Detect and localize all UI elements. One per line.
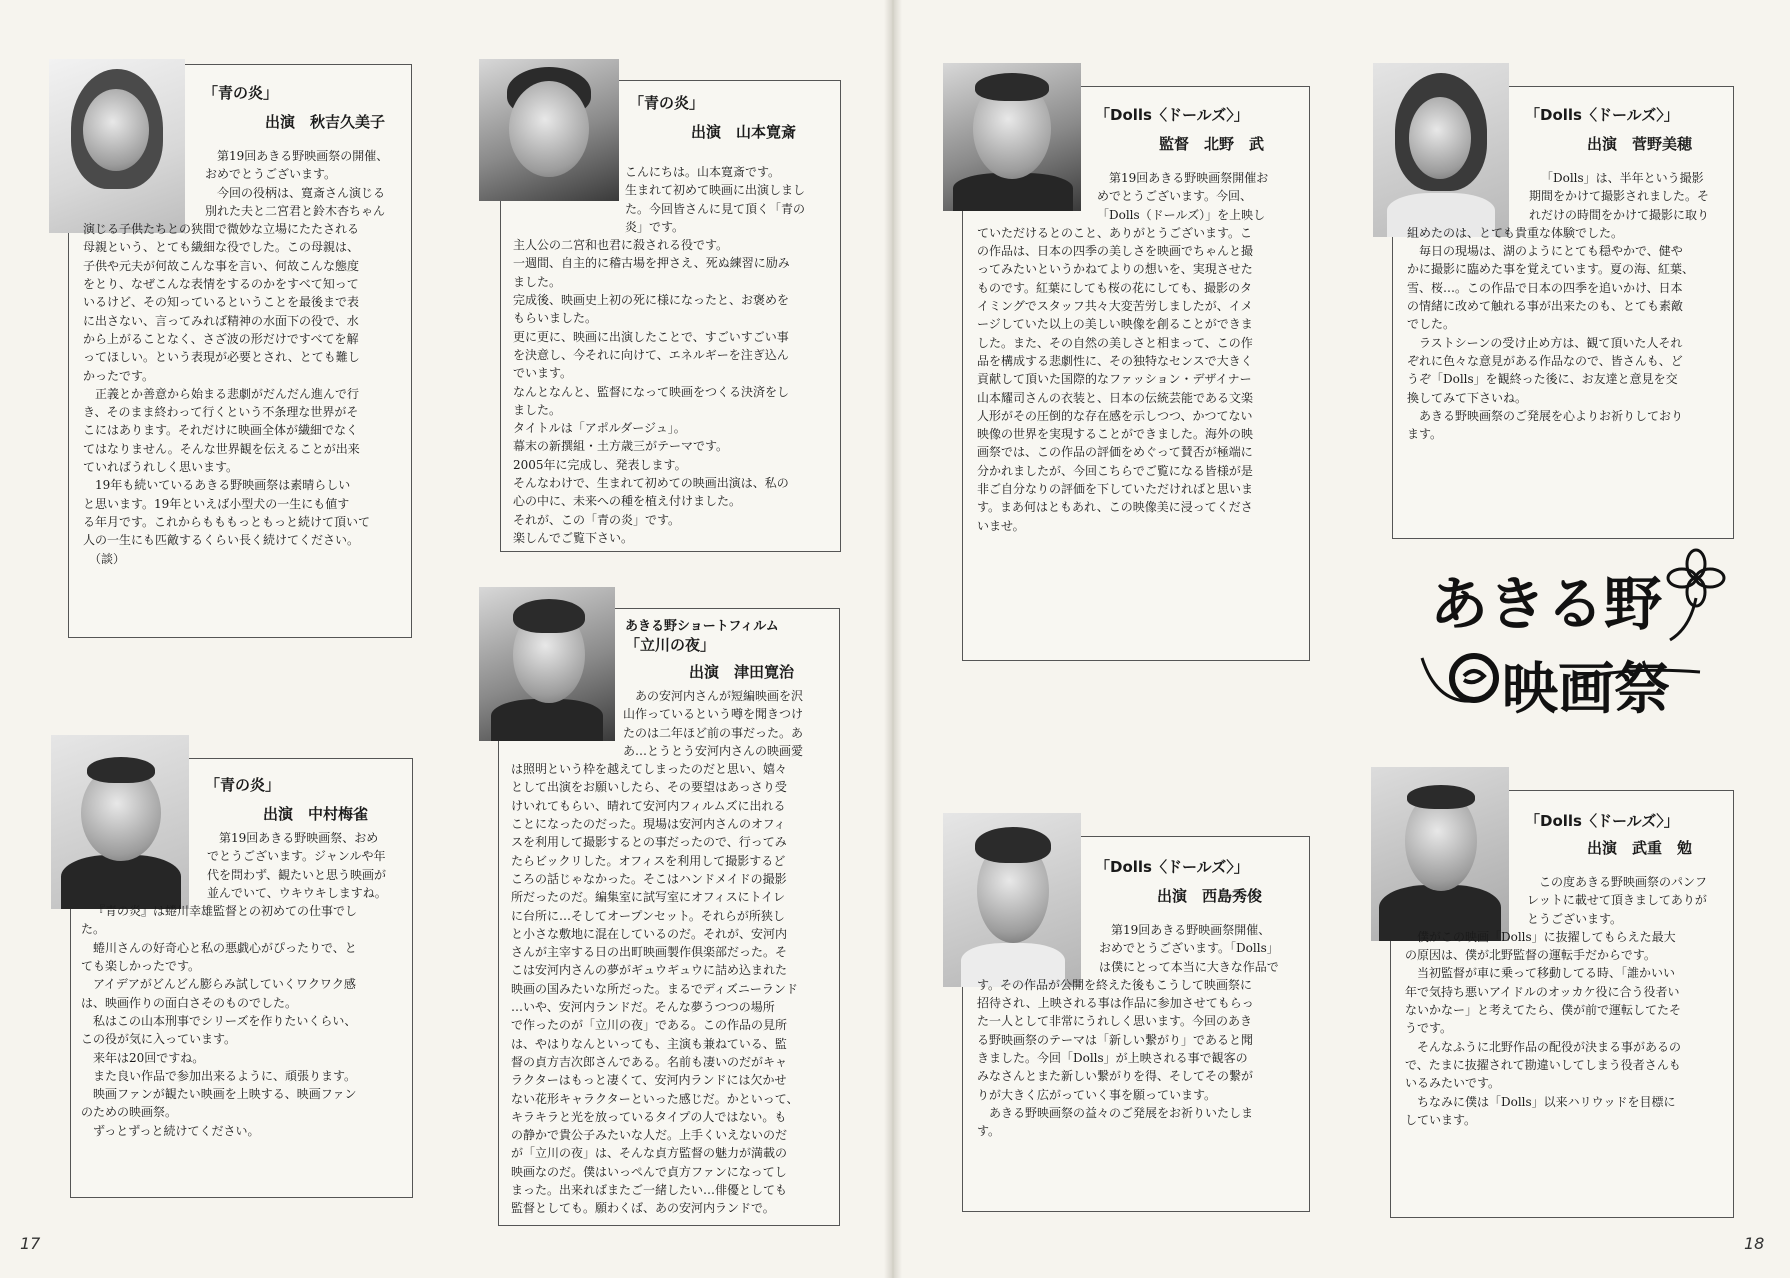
- body-line: 第19回あきる野映画祭開催お: [1109, 171, 1269, 185]
- body-line: それが、この「青の炎」です。: [513, 512, 681, 527]
- body-line: また良い作品で参加出来るように、頑張ります。: [93, 1068, 357, 1083]
- article-yamamoto: [500, 80, 841, 552]
- body-line: 生まれて初めて映画に出演しまし: [625, 183, 806, 198]
- body-line: 炎」です。: [625, 219, 685, 234]
- body-line: 「Dolls（ドールズ）」を上映し: [1097, 207, 1266, 222]
- body-line: す。まあ何はともあれ、この映像美に浸ってくださ: [977, 500, 1253, 515]
- body-line: 母親という、とても繊細な役でした。この母親は、: [83, 240, 360, 255]
- body-line: 映画の国みたいな所だった。まるでディズニーランド: [511, 981, 798, 996]
- body-line: おめでとうございます。「Dolls」: [1099, 941, 1279, 956]
- body-line: 人形がその圧倒的な存在感を示しつつ、かつてない: [977, 408, 1253, 423]
- body-line: こにはあります。それだけに映画全体が繊細でなく: [83, 423, 359, 438]
- body-line: の情緒に改めて触れる事が出来たのも、とても素敵: [1407, 299, 1684, 314]
- body-line: アイデアがどんどん膨らみ試していくワクワク感: [93, 977, 356, 992]
- body-line: なんとなんと、監督になって映画をつくる決済をし: [513, 384, 790, 399]
- body-line: 2005年に完成し、発表します。: [513, 457, 687, 472]
- body-line: 完成後、映画史上初の死に様になったと、お褒めを: [513, 293, 790, 308]
- body-line: で、たまに抜擢されて勘違いしてしまう役者さんも: [1405, 1057, 1681, 1072]
- body-line: この度あきる野映画祭のパンフ: [1539, 875, 1708, 889]
- body-line: あきる野映画祭のご発展を心よりお祈りしており: [1419, 408, 1684, 423]
- body-line: 山作っているという噂を聞きつけ: [623, 707, 804, 722]
- article-body: [977, 921, 1303, 1141]
- body-line: こんにちは。山本寛斎です。: [625, 165, 781, 179]
- body-line: 僕がこの映画「Dolls」に抜擢してもらえた最大: [1417, 929, 1676, 944]
- body-line: す。その作品が公開を終えた後もこうして映画祭に: [977, 977, 1253, 992]
- body-line: は、映画作りの面白さそのものでした。: [81, 995, 298, 1010]
- article-body: [511, 687, 831, 1218]
- article-nishijima: [962, 836, 1310, 1212]
- article-title: 「青の炎」: [205, 776, 281, 794]
- body-line: 代を問わず、観たいと思う映画が: [207, 867, 387, 882]
- body-line: 人の一生にも匹敵するくらい長く続けてください。: [83, 533, 360, 548]
- body-line: ない花形キャラクターといった感じだ。かといって、: [511, 1091, 799, 1106]
- body-line: しています。: [1405, 1112, 1477, 1127]
- article-body: [81, 829, 405, 1140]
- body-line: でとうございます。ジャンルや年: [207, 849, 386, 864]
- body-line: 非ご自分なりの評価を下していただければと思いま: [977, 482, 1254, 497]
- festival-logo: [1410, 548, 1750, 728]
- body-line: この役が気に入っています。: [81, 1032, 237, 1047]
- body-line: ラクターはもっと凄くて、安河内ランドには欠かせ: [511, 1073, 787, 1088]
- body-line: 督の貞方吉次郎さんである。名前も凄いのだがキャ: [511, 1054, 788, 1069]
- article-credit: 出演 菅野美穂: [1587, 135, 1693, 153]
- body-line: した。また、その自然の美しさと相まって、この作: [977, 335, 1253, 350]
- body-line: 主人公の二宮和也君に殺される役です。: [513, 238, 729, 253]
- body-line: 一週間、自主的に稽古場を押さえ、死ぬ練習に励み: [513, 256, 790, 271]
- body-line: あ…とうとう安河内さんの映画愛: [623, 743, 804, 758]
- body-line: みなさんとまた新しい繋がりを得、そしてその繋が: [977, 1069, 1254, 1084]
- body-line: 並んでいて、ウキウキしますね。: [207, 885, 387, 900]
- body-line: たのは二年ほど前の事だった。あ: [623, 725, 804, 740]
- body-line: ラストシーンの受け止め方は、観て頂いた人それ: [1419, 335, 1683, 350]
- body-line: ないかなー」と考えてたら、僕が前で運転してたそ: [1405, 1003, 1682, 1018]
- body-line: 蜷川さんの好奇心と私の悪戯心がぴったりで、と: [93, 940, 357, 955]
- body-line: 『青の炎』は蜷川幸雄監督との初めての仕事でし: [93, 904, 358, 919]
- body-line: ころの話じゃなかった。そこはハンドメイドの撮影: [511, 871, 787, 886]
- body-line: る野映画祭のテーマは「新しい繋がり」であると聞: [977, 1032, 1254, 1047]
- body-line: 演じる子供たちとの狭間で微妙な立場にたたされる: [83, 222, 360, 237]
- body-line: うぞ「Dolls」を観終った後に、お友達と意見を交: [1407, 372, 1678, 387]
- body-line: いるみたいです。: [1405, 1076, 1501, 1091]
- page-number-left: 17: [20, 1234, 41, 1253]
- body-line: 第19回あきる野映画祭の開催、: [217, 149, 389, 163]
- body-line: 雪、桜…。この作品で日本の四季を追いかけ、日本: [1407, 280, 1683, 295]
- article-credit: 出演 武重 勉: [1587, 839, 1693, 857]
- body-line: こは安河内さんの夢がギュウギュウに詰め込まれた: [511, 963, 788, 978]
- body-line: ことになったのだった。現場は安河内さんのオフィ: [511, 817, 786, 832]
- body-line: ものです。紅葉にしても桜の花にしても、撮影のタ: [977, 280, 1253, 295]
- article-akiyoshi: [68, 64, 412, 638]
- body-line: でいます。: [513, 366, 573, 381]
- article-title: 「青の炎」: [629, 94, 705, 112]
- body-line: 第19回あきる野映画祭開催、: [1111, 923, 1271, 937]
- article-title: 「青の炎」: [203, 84, 279, 102]
- body-line: 第19回あきる野映画祭、おめ: [219, 831, 379, 845]
- body-line: 映画ファンが観たい映画を上映する、映画ファン: [93, 1087, 357, 1102]
- body-line: ていただけるとのこと、ありがとうございます。こ: [977, 225, 1253, 240]
- clover-icon: [1668, 550, 1724, 640]
- body-line: ってみたいというかねてよりの想いを、実現させた: [977, 262, 1253, 277]
- body-line: ても楽しかったです。: [81, 959, 201, 974]
- body-line: る年月です。これからもももっともっと続けて頂いて: [83, 514, 371, 529]
- body-line: 招待され、上映される事は作品に参加させてもらっ: [977, 996, 1254, 1011]
- body-line: 正義とか善意から始まる悲劇がだんだん進んで行: [95, 386, 360, 401]
- body-line: いませ。: [977, 518, 1025, 533]
- body-line: …いや、安河内ランドだ。そんな夢うつつの場所: [511, 1000, 775, 1015]
- article-nakamura: [70, 758, 413, 1198]
- article-body: [83, 147, 405, 568]
- body-line: 楽しんでご覧下さい。: [513, 530, 634, 545]
- body-line: 毎日の現場は、湖のようにとても穏やかで、健や: [1419, 244, 1683, 259]
- article-credit: 出演 津田寛治: [689, 663, 795, 681]
- body-line: そんなわけで、生まれて初めての映画出演は、私の: [513, 476, 789, 491]
- body-line: で作ったのが「立川の夜」である。この作品の見所: [511, 1018, 788, 1033]
- article-title: 「Dolls〈ドールズ〉」: [1095, 106, 1249, 124]
- body-line: あの安河内さんが短編映画を沢: [635, 689, 804, 703]
- body-line: たらビックリした。オフィスを利用して撮影するど: [511, 853, 786, 868]
- body-line: スを利用して撮影するとの事だったので、行ってみ: [511, 835, 787, 850]
- article-tsuda: [498, 608, 840, 1226]
- body-line: が「立川の夜」は、そんな貞方監督の魅力が満載の: [511, 1146, 788, 1161]
- body-line: 分かれましたが、今回こちらでご覧になる皆様が是: [977, 463, 1253, 478]
- article-title: 「Dolls〈ドールズ〉」: [1525, 812, 1679, 830]
- body-line: た一人として非常にうれしく思います。今回のあき: [977, 1014, 1253, 1029]
- body-line: おめでとうございます。: [205, 167, 337, 182]
- body-line: に出さない、言ってみれば精神の水面下の役で、水: [83, 313, 359, 328]
- article-body: [977, 169, 1303, 535]
- body-line: かったです。: [83, 368, 155, 383]
- body-line: ってほしい。という表現が必要とされ、とても難し: [83, 350, 360, 365]
- body-line: 画祭では、この作品の評価をめぐって賛否が極端に: [977, 445, 1253, 460]
- article-kanno: [1392, 86, 1734, 539]
- body-line: 組めたのは、とても貴重な体験でした。: [1407, 225, 1624, 240]
- book-spine: [884, 0, 902, 1278]
- body-line: 期間をかけて撮影されました。そ: [1529, 189, 1710, 204]
- body-line: 別れた夫と二宮君と鈴木杏ちゃん: [205, 203, 386, 218]
- body-line: ちなみに僕は「Dolls」以来ハリウッドを目標に: [1417, 1094, 1676, 1109]
- body-line: と思います。19年といえば小型犬の一生にも値す: [83, 496, 350, 511]
- body-line: きました。今回「Dolls」が上映される事で観客の: [977, 1051, 1248, 1066]
- body-line: ました。: [513, 274, 562, 289]
- body-line: として出演をお願いしたら、その要望はあっさり受: [511, 780, 787, 795]
- body-line: をとり、なぜこんな表情をするのかをすべて知って: [83, 277, 359, 292]
- article-credit: 出演 秋吉久美子: [265, 113, 386, 131]
- body-line: 私はこの山本刑事でシリーズを作りたいくらい、: [93, 1013, 357, 1028]
- festival-logo-art: [1410, 548, 1750, 728]
- body-line: りが大きく広がっていく事を願っています。: [977, 1087, 1217, 1102]
- logo-line2: 映画祭: [1502, 657, 1670, 722]
- body-line: 換してみて下さいね。: [1407, 390, 1528, 405]
- body-line: 更に更に、映画に出演したことで、すごいすごい事: [513, 329, 789, 344]
- body-line: に台所に…そしてオープンセット。それらが所狭し: [511, 908, 785, 923]
- article-kitano: [962, 86, 1310, 661]
- logo-swirl-icon: [1452, 656, 1496, 700]
- body-line: 心の中に、未来への種を植え付けました。: [513, 494, 742, 509]
- body-line: 所だったのだ。編集室に試写室にオフィスにトイレ: [511, 890, 786, 905]
- body-line: は照明という枠を越えてしまったのだと思い、嬉々: [511, 762, 788, 777]
- body-line: き、そのまま終わって行くという不条理な世界がそ: [83, 405, 359, 420]
- article-credit: 監督 北野 武: [1159, 135, 1265, 153]
- body-line: を決意し、今それに向けて、エネルギーを注ぎ込ん: [513, 347, 789, 362]
- body-line: あきる野映画祭の益々のご発展をお祈りいたしま: [989, 1105, 1254, 1120]
- article-body: [1407, 169, 1727, 443]
- body-line: の静かで貴公子みたいな人だ。上手くいえないのだ: [511, 1128, 788, 1143]
- body-line: もらいました。: [513, 311, 598, 326]
- body-line: れだけの時間をかけて撮影に取り: [1529, 207, 1710, 222]
- body-line: 来年は20回ですね。: [93, 1050, 205, 1065]
- body-line: ます。: [1407, 427, 1443, 442]
- body-line: 子供や元夫が何故こんな事を言い、何故こんな態度: [83, 258, 360, 273]
- body-line: かに撮影に臨めた事を覚えています。夏の海、紅葉、: [1407, 262, 1695, 277]
- article-credit: 出演 山本寛斎: [691, 123, 797, 141]
- body-line: てはなりません。そんな世界観を伝えることが出来: [83, 441, 360, 456]
- body-line: 監督としても。願わくば、あの安河内ランドで。: [511, 1201, 775, 1216]
- article-takeshige: [1390, 790, 1734, 1218]
- body-line: は僕にとって本当に大きな作品で: [1099, 959, 1279, 974]
- body-line: 年で気持ち悪いアイドルのオッカケ役に合う役者い: [1405, 984, 1680, 999]
- body-line: イミングでスタッフ共々大変苦労しましたが、イメ: [977, 299, 1253, 314]
- body-line: 貢献して頂いた国際的なファッション・デザイナー: [977, 372, 1252, 387]
- body-line: た。: [81, 922, 106, 937]
- body-line: タイトルは「アポルダージュ」。: [513, 421, 686, 436]
- body-line: ずっとずっと続けてください。: [93, 1123, 260, 1138]
- body-line: キラキラと光を放っているタイプの人ではない。も: [511, 1109, 787, 1124]
- body-line: す。: [977, 1124, 1001, 1139]
- body-line: 品を構成する悲劇性に、その独特なセンスで大きく: [977, 353, 1253, 368]
- article-title: 「Dolls〈ドールズ〉」: [1525, 106, 1679, 124]
- body-line: そんなふうに北野作品の配役が決まる事があるの: [1417, 1039, 1682, 1054]
- article-credit: 出演 中村梅雀: [263, 805, 369, 823]
- body-line: ていればうれしく思います。: [83, 460, 239, 475]
- body-line: から上がることなく、さざ波の形だけですべてを解: [83, 331, 359, 346]
- body-line: の作品は、日本の四季の美しさを映画でちゃんと撮: [977, 244, 1254, 259]
- body-line: ージしていた以上の美しい映像を創ることができま: [977, 317, 1253, 332]
- body-line: 幕末の新撰組・土方歳三がテーマです。: [513, 439, 729, 454]
- body-line: めでとうございます。今回、: [1097, 189, 1253, 204]
- body-line: 山本耀司さんの衣装と、日本の伝統芸能である文楽: [977, 390, 1254, 405]
- body-line: けいれてもらい、晴れて安河内フィルムズに出れる: [511, 798, 786, 813]
- body-line: でした。: [1407, 317, 1456, 332]
- article-title: 「Dolls〈ドールズ〉」: [1095, 858, 1249, 876]
- body-line: とうございます。: [1527, 911, 1623, 926]
- body-line: さんが主宰する日の出町映画製作倶楽部だった。そ: [511, 945, 788, 960]
- body-line: と小さな敷地に混在しているのだ。それが、安河内: [511, 926, 788, 941]
- body-line: た。今回皆さんに見て頂く「青の: [625, 201, 806, 216]
- body-line: いるけど、その知っているということを最後まで表: [83, 295, 360, 310]
- body-line: は、やはりなんといっても、主演も兼ねている、監: [511, 1036, 787, 1051]
- body-line: 当初監督が車に乗って移動してる時、「誰かいい: [1417, 966, 1676, 981]
- article-subtitle: あきる野ショートフィルム: [625, 619, 779, 634]
- page-number-right: 18: [1744, 1234, 1765, 1253]
- body-line: 「Dolls」は、半年という撮影: [1541, 171, 1704, 185]
- article-body: [1405, 873, 1727, 1129]
- body-line: ました。: [513, 402, 562, 417]
- body-line: 映画なのだ。僕はいっぺんで貞方ファンになってし: [511, 1164, 787, 1179]
- body-line: 19年も続いているあきる野映画祭は素晴らしい: [95, 478, 351, 493]
- body-line: レットに載せて頂きましてありが: [1527, 893, 1707, 908]
- logo-line1: あきる野: [1430, 570, 1663, 638]
- body-line: の原因は、僕が北野監督の運転手だからです。: [1405, 948, 1656, 963]
- body-line: まった。出来ればまたご一緒したい…俳優としても: [511, 1183, 788, 1198]
- body-line: ぞれに色々な意見がある作品なので、皆さんも、ど: [1407, 353, 1683, 368]
- body-line: うです。: [1405, 1021, 1453, 1036]
- body-line: のための映画祭。: [81, 1105, 178, 1120]
- body-line: 映像の世界を実現することができました。海外の映: [977, 427, 1254, 442]
- article-body: [513, 163, 833, 547]
- article-credit: 出演 西島秀俊: [1157, 887, 1263, 905]
- body-line: （談）: [89, 551, 126, 566]
- body-line: 今回の役柄は、寛斎さん演じる: [217, 185, 386, 200]
- article-title: 「立川の夜」: [625, 636, 716, 654]
